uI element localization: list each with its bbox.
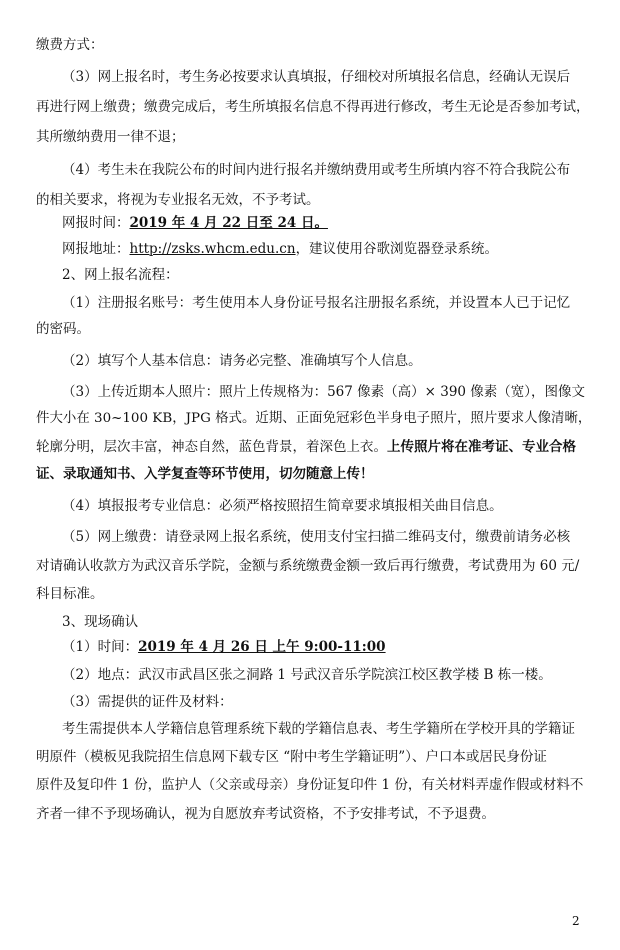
text-line: 科目标准。 <box>36 586 104 602</box>
registration-url-line <box>62 240 498 258</box>
registration-url-link[interactable]: http://zsks.whcm.edu.cn <box>129 241 296 257</box>
text-line: （4）考生未在我院公布的时间内进行报名并缴纳费用或考生所填内容不符合我院公布 <box>62 162 571 178</box>
text-line: 的密码。 <box>36 321 90 337</box>
registration-time-value: 2019 年 4 月 22 日至 24 日。 <box>129 215 328 231</box>
photo-warning-line <box>36 438 576 456</box>
text-line: （3）上传近期本人照片：照片上传规格为：567 像素（高）× 390 像素（宽），图像文 <box>62 384 586 400</box>
section-heading: 3、现场确认 <box>62 614 139 630</box>
photo-warning: 上传照片将在准考证、专业合格 <box>387 439 576 455</box>
text-line: 其所缴纳费用一律不退； <box>36 129 185 145</box>
confirmation-time-value: 2019 年 4 月 26 日 上午 9:00-11:00 <box>138 639 386 655</box>
text-span: 轮廓分明，层次丰富，神态自然，蓝色背景，着深色上衣。 <box>36 439 387 455</box>
text-line: （2）地点：武汉市武昌区张之洞路 1 号武汉音乐学院滨江校区教学楼 B 栋一楼。 <box>62 667 552 683</box>
text-line: 件大小在 30~100 KB，JPG 格式。近期、正面免冠彩色半身电子照片，照片要求人像清晰， <box>36 411 592 426</box>
text-line: （2）填写个人基本信息：请务必完整、准确填写个人信息。 <box>62 353 422 369</box>
photo-warning-continued: 证、录取通知书、入学复查等环节使用，切勿随意上传！ <box>36 466 374 482</box>
registration-time-line <box>62 214 328 232</box>
registration-url-label: 网报地址： <box>62 241 130 257</box>
text-line: 考生需提供本人学籍信息管理系统下载的学籍信息表、考生学籍所在学校开具的学籍证 <box>62 721 575 737</box>
text-line: （4）填报报考专业信息：必须严格按照招生简章要求填报相关曲目信息。 <box>62 498 503 514</box>
text-line: 缴费方式： <box>36 37 104 53</box>
confirmation-time-label: （1）时间： <box>62 639 139 655</box>
section-heading: 2、网上报名流程： <box>62 267 179 283</box>
text-line: （3）网上报名时，考生务必按要求认真填报，仔细校对所填报名信息，经确认无误后 <box>62 69 571 85</box>
text-line: 的相关要求，将视为专业报名无效，不予考试。 <box>36 192 320 208</box>
registration-time-label: 网报时间： <box>62 215 130 231</box>
text-line: 再进行网上缴费；缴费完成后，考生所填报名信息不得再进行修改，考生无论是否参加考试， <box>36 99 590 115</box>
confirmation-time-line <box>62 638 386 656</box>
text-line: 对请确认收款方为武汉音乐学院，金额与系统缴费金额一致后再行缴费，考试费用为 60 元/ <box>36 558 580 574</box>
text-line: 原件及复印件 1 份，监护人（父亲或母亲）身份证复印件 1 份，有关材料弄虚作假或材料不 <box>36 777 584 793</box>
page-number: 2 <box>572 914 580 928</box>
text-line: 齐者一律不予现场确认，视为自愿放弃考试资格，不予安排考试，不予退费。 <box>36 806 495 822</box>
text-line: （3）需提供的证件及材料： <box>62 694 233 710</box>
text-line: （5）网上缴费：请登录网上报名系统，使用支付宝扫描二维码支付，缴费前请务必核 <box>62 529 571 545</box>
text-line: 明原件（模板见我院招生信息网下载专区 “附中考生学籍证明”）、户口本或居民身份证 <box>36 749 547 765</box>
text-line: （1）注册报名账号：考生使用本人身份证号报名注册报名系统，并设置本人已于记忆 <box>62 295 571 311</box>
registration-url-note: ，建议使用谷歌浏览器登录系统。 <box>295 241 499 257</box>
